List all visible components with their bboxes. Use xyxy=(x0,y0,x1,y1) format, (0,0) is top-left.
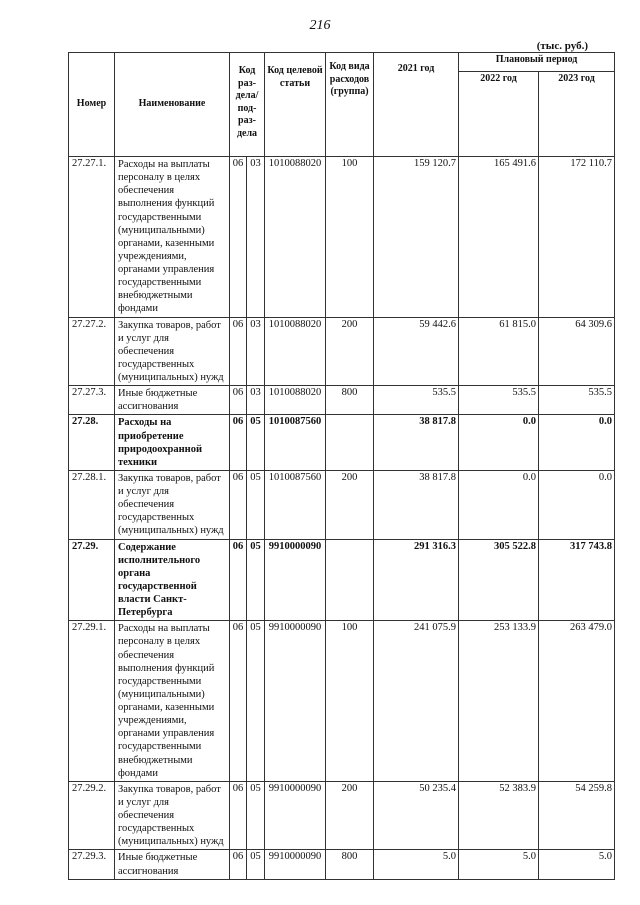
row-2023: 317 743.8 xyxy=(539,539,615,621)
table-row xyxy=(69,621,615,782)
row-section: 06 xyxy=(230,157,247,318)
header-target xyxy=(265,53,326,157)
row-section: 06 xyxy=(230,386,247,415)
header-planned-period-label: Плановый период xyxy=(495,54,578,65)
row-2021: 241 075.9 xyxy=(374,621,459,782)
table-row xyxy=(69,157,615,318)
row-name: Расходы на приобретение природоохранной техники xyxy=(115,415,230,471)
row-2023: 535.5 xyxy=(539,386,615,415)
row-2023: 172 110.7 xyxy=(539,157,615,318)
row-section: 06 xyxy=(230,539,247,621)
row-2022: 52 383.9 xyxy=(459,781,539,850)
row-target: 9910000090 xyxy=(265,621,326,782)
header-expense-type xyxy=(326,53,374,157)
row-subsection: 05 xyxy=(247,781,265,850)
row-section: 06 xyxy=(230,621,247,782)
row-target: 1010088020 xyxy=(265,386,326,415)
header-number xyxy=(69,53,115,157)
row-2023: 54 259.8 xyxy=(539,781,615,850)
table-row xyxy=(69,415,615,471)
header-2023-label: 2023 год xyxy=(558,73,595,84)
row-2022: 253 133.9 xyxy=(459,621,539,782)
row-number: 27.29.2. xyxy=(69,781,115,850)
header-name-label: Наименование xyxy=(138,98,206,110)
header-planned-period xyxy=(459,53,615,72)
row-2022: 61 815.0 xyxy=(459,317,539,386)
row-subsection: 05 xyxy=(247,415,265,471)
row-target: 9910000090 xyxy=(265,850,326,879)
row-expense-type: 200 xyxy=(326,781,374,850)
row-2022: 305 522.8 xyxy=(459,539,539,621)
row-expense-type: 200 xyxy=(326,317,374,386)
row-2021: 5.0 xyxy=(374,850,459,879)
row-number: 27.28. xyxy=(69,415,115,471)
table-row xyxy=(69,470,615,539)
row-2022: 165 491.6 xyxy=(459,157,539,318)
row-section: 06 xyxy=(230,317,247,386)
row-name: Иные бюджетные ассигнования xyxy=(115,850,230,879)
row-number: 27.29. xyxy=(69,539,115,621)
header-2022 xyxy=(459,72,539,157)
row-name: Закупка товаров, работ и услуг для обеспечения государственных (муниципальных) нужд xyxy=(115,317,230,386)
row-number: 27.29.1. xyxy=(69,621,115,782)
row-2023: 5.0 xyxy=(539,850,615,879)
row-target: 9910000090 xyxy=(265,539,326,621)
header-name xyxy=(115,53,230,157)
row-target: 1010088020 xyxy=(265,317,326,386)
row-section: 06 xyxy=(230,850,247,879)
header-target-label: Код целевой статьи xyxy=(267,65,323,89)
row-subsection: 05 xyxy=(247,470,265,539)
header-2021-label: 2021 год xyxy=(397,63,435,74)
table-row xyxy=(69,317,615,386)
row-2021: 38 817.8 xyxy=(374,415,459,471)
row-section: 06 xyxy=(230,470,247,539)
row-target: 1010088020 xyxy=(265,157,326,318)
row-name: Расходы на выплаты персоналу в целях обеспечения выполнения функций государственными (муниципальными) органами, казенными учреждениями, органами управления государственными внебюджетными фондами xyxy=(115,157,230,318)
header-2022-label: 2022 год xyxy=(480,73,517,84)
header-section xyxy=(230,53,265,157)
row-target: 9910000090 xyxy=(265,781,326,850)
row-expense-type: 800 xyxy=(326,850,374,879)
row-subsection: 03 xyxy=(247,157,265,318)
row-subsection: 03 xyxy=(247,317,265,386)
row-name: Закупка товаров, работ и услуг для обеспечения государственных (муниципальных) нужд xyxy=(115,470,230,539)
row-subsection: 05 xyxy=(247,850,265,879)
row-2021: 38 817.8 xyxy=(374,470,459,539)
row-2023: 263 479.0 xyxy=(539,621,615,782)
row-number: 27.27.3. xyxy=(69,386,115,415)
row-expense-type: 100 xyxy=(326,621,374,782)
row-2022: 535.5 xyxy=(459,386,539,415)
row-expense-type: 200 xyxy=(326,470,374,539)
row-2021: 159 120.7 xyxy=(374,157,459,318)
row-2021: 535.5 xyxy=(374,386,459,415)
row-2021: 59 442.6 xyxy=(374,317,459,386)
row-subsection: 05 xyxy=(247,539,265,621)
unit-label: (тыс. руб.) xyxy=(536,40,588,52)
row-2022: 0.0 xyxy=(459,470,539,539)
row-number: 27.28.1. xyxy=(69,470,115,539)
budget-table xyxy=(68,52,615,880)
row-subsection: 05 xyxy=(247,621,265,782)
row-number: 27.29.3. xyxy=(69,850,115,879)
row-2021: 291 316.3 xyxy=(374,539,459,621)
header-2021 xyxy=(374,53,459,157)
row-2022: 5.0 xyxy=(459,850,539,879)
row-target: 1010087560 xyxy=(265,415,326,471)
header-expense-type-label: Код вида расходов (группа) xyxy=(329,61,370,97)
table-row xyxy=(69,386,615,415)
row-2022: 0.0 xyxy=(459,415,539,471)
row-expense-type: 800 xyxy=(326,386,374,415)
row-target: 1010087560 xyxy=(265,470,326,539)
table-row xyxy=(69,850,615,879)
row-2023: 64 309.6 xyxy=(539,317,615,386)
row-subsection: 03 xyxy=(247,386,265,415)
header-section-label: Код раз-дела/ под-раз-дела xyxy=(235,65,259,139)
row-section: 06 xyxy=(230,415,247,471)
row-2023: 0.0 xyxy=(539,415,615,471)
row-2023: 0.0 xyxy=(539,470,615,539)
page-number: 216 xyxy=(309,18,331,33)
row-expense-type xyxy=(326,415,374,471)
header-number-label: Номер xyxy=(76,97,107,109)
row-expense-type xyxy=(326,539,374,621)
header-2023 xyxy=(539,72,615,157)
row-number: 27.27.1. xyxy=(69,157,115,318)
row-name: Содержание исполнительного органа государственной власти Санкт-Петербурга xyxy=(115,539,230,621)
row-2021: 50 235.4 xyxy=(374,781,459,850)
row-section: 06 xyxy=(230,781,247,850)
row-name: Расходы на выплаты персоналу в целях обеспечения выполнения функций государственными (муниципальными) органами, казенными учреждениями, органами управления государственными внебюджетными фондами xyxy=(115,621,230,782)
row-expense-type: 100 xyxy=(326,157,374,318)
table-row xyxy=(69,539,615,621)
row-number: 27.27.2. xyxy=(69,317,115,386)
table-row xyxy=(69,781,615,850)
row-name: Закупка товаров, работ и услуг для обеспечения государственных (муниципальных) нужд xyxy=(115,781,230,850)
row-name: Иные бюджетные ассигнования xyxy=(115,386,230,415)
